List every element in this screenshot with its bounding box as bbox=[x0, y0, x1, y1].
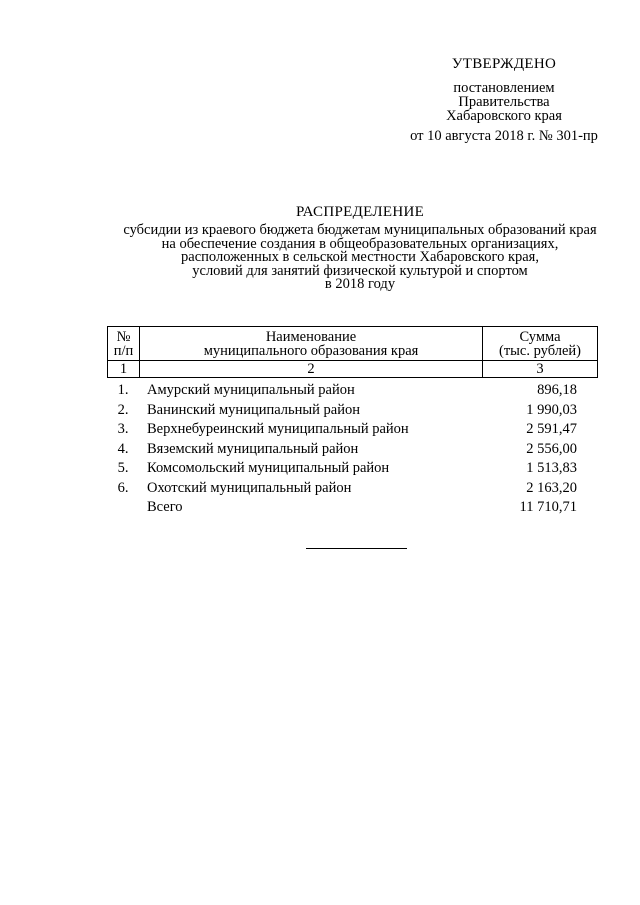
approval-line-1: постановлением bbox=[453, 80, 555, 96]
closing-rule bbox=[306, 548, 407, 549]
row-sum: 896,18 bbox=[537, 382, 577, 398]
row-name: Амурский муниципальный район bbox=[147, 382, 355, 398]
table-row bbox=[107, 381, 597, 401]
approval-heading: УТВЕРЖДЕНО bbox=[451, 56, 557, 72]
row-name: Верхнебуреинский муниципальный район bbox=[147, 421, 409, 437]
row-sum: 1 513,83 bbox=[526, 460, 577, 476]
table-row bbox=[107, 459, 597, 479]
row-name: Ванинский муниципальный район bbox=[147, 401, 360, 418]
row-num: 3. bbox=[117, 421, 129, 437]
column-number: 2 bbox=[140, 361, 483, 378]
approval-line-3: Хабаровского края bbox=[446, 108, 562, 124]
total-sum: 11 710,71 bbox=[519, 499, 577, 515]
column-number: 1 bbox=[108, 361, 140, 378]
row-num: 2. bbox=[117, 401, 129, 418]
row-name: Вяземский муниципальный район bbox=[147, 440, 359, 457]
approval-line-2: Правительства bbox=[458, 94, 550, 110]
row-name: Охотский муниципальный район bbox=[147, 479, 352, 496]
table-row bbox=[107, 420, 597, 440]
table-header bbox=[107, 326, 598, 378]
subtitle-line: в 2018 году bbox=[324, 276, 396, 292]
subtitle-line: на обеспечение создания в общеобразовательных организациях, bbox=[161, 235, 559, 252]
header-name-line: муниципального образования края bbox=[203, 342, 419, 359]
table-total-row bbox=[107, 498, 597, 518]
column-number: 3 bbox=[483, 361, 598, 378]
header-sum bbox=[483, 327, 598, 361]
total-label: Всего bbox=[147, 499, 183, 515]
table-row bbox=[107, 440, 597, 460]
row-name: Комсомольский муниципальный район bbox=[147, 460, 390, 476]
row-num: 4. bbox=[117, 440, 129, 457]
table-body bbox=[107, 381, 597, 518]
row-num: 6. bbox=[117, 479, 129, 496]
approval-resolution: от 10 августа 2018 г. № 301-пр bbox=[410, 128, 598, 144]
table-row bbox=[107, 401, 597, 421]
row-sum: 2 591,47 bbox=[526, 421, 577, 437]
table-row bbox=[107, 479, 597, 499]
row-num: 5. bbox=[117, 460, 129, 476]
header-num bbox=[108, 327, 140, 361]
header-name-line: Наименование bbox=[265, 328, 357, 345]
subtitle-line: расположенных в сельской местности Хабаровского края, bbox=[181, 249, 539, 265]
row-sum: 2 163,20 bbox=[526, 479, 577, 496]
row-sum: 1 990,03 bbox=[526, 401, 577, 418]
header-num-line: № bbox=[116, 328, 131, 345]
header-num-line: п/п bbox=[113, 342, 134, 359]
subtitle-line: субсидии из краевого бюджета бюджетам муниципальных образований края bbox=[123, 222, 597, 238]
document-title: РАСПРЕДЕЛЕНИЕ bbox=[295, 204, 425, 220]
header-sum-line: (тыс. рублей) bbox=[499, 342, 581, 359]
row-num: 1. bbox=[117, 382, 129, 398]
row-sum: 2 556,00 bbox=[526, 440, 577, 457]
subtitle-line: условий для занятий физической культурой и спортом bbox=[192, 262, 528, 279]
header-sum-line: Сумма bbox=[519, 328, 561, 345]
header-name bbox=[140, 327, 483, 361]
approval-block bbox=[400, 57, 608, 143]
document-subtitle bbox=[100, 224, 620, 292]
